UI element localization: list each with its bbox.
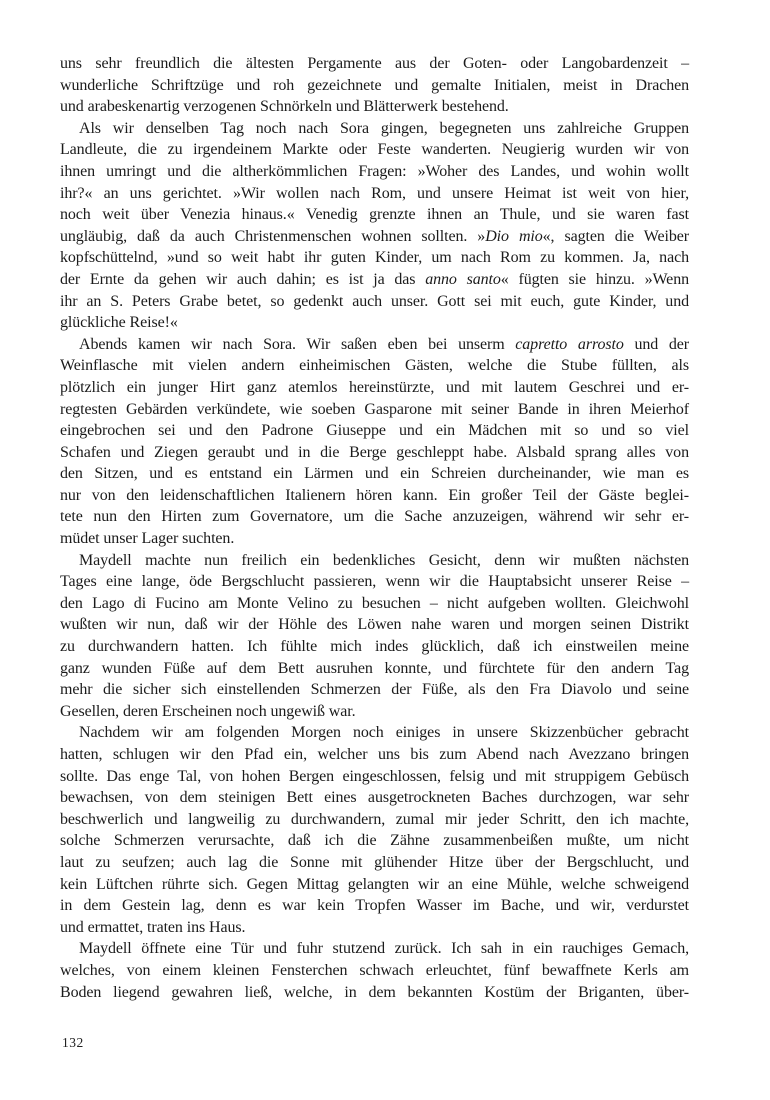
text-segment: Als wir denselben Tag noch nach Sora gingen, begegneten uns zahlreiche Gruppen	[79, 119, 689, 137]
text-line	[60, 420, 689, 442]
text-line	[60, 355, 689, 377]
text-segment: ganz wunden Füße auf dem Bett ausruhen konnte, und fürchtete für den andern Tag	[60, 659, 689, 677]
text-segment: uns sehr freundlich die ältesten Pergamente aus der Goten- oder Langobardenzeit –	[60, 55, 689, 72]
text-segment: und ermattet, traten ins Haus.	[60, 918, 246, 936]
page-number: 132	[62, 1035, 84, 1050]
text-segment: bewachsen, von dem steinigen Bett eines ausgetrockneten Baches durchzogen, war sehr	[60, 789, 689, 807]
text-segment: in dem Gestein lag, denn es war kein Tropfen Wasser im Bache, und wir, verdurstet	[60, 897, 689, 915]
text-segment: kein Lüftchen rührte sich. Gegen Mittag gelangten wir an eine Mühle, welche schweigend	[60, 875, 689, 893]
text-line	[60, 291, 689, 313]
text-line	[60, 550, 689, 572]
text-segment: kopfschüttelnd, »und so weit habt ihr guten Kinder, um nach Rom zu kommen. Ja, nach	[60, 249, 689, 267]
text-line	[60, 895, 689, 917]
text-line	[60, 593, 689, 615]
text-segment: Weinflasche mit vielen andern einheimischen Gästen, welche die Stube füllten, als	[60, 357, 689, 375]
text-line	[60, 874, 689, 896]
text-line	[60, 982, 689, 1004]
text-line	[60, 377, 689, 399]
text-line	[60, 312, 689, 334]
text-line	[60, 744, 689, 766]
text-line	[60, 787, 689, 809]
text-segment: Tages eine lange, öde Bergschlucht passieren, wenn wir die Hauptabsicht unserer Reise –	[60, 573, 689, 591]
paragraph	[60, 550, 689, 723]
text-line	[60, 226, 689, 248]
text-segment: Landleute, die zu irgendeinem Markte oder Feste wanderten. Neugierig wurden wir von	[60, 141, 689, 159]
text-line	[60, 917, 689, 939]
text-segment: Boden liegend gewahren ließ, welche, in dem bekannten Kostüm der Briganten, über-	[60, 983, 689, 1001]
text-line	[60, 247, 689, 269]
text-line	[60, 506, 689, 528]
italic-segment: Dio mio	[485, 227, 543, 245]
paragraph	[60, 722, 689, 938]
text-segment: wußten wir nun, daß wir der Höhle des Löwen nahe waren und morgen seinen Distrikt	[60, 616, 689, 634]
text-segment: Abends kamen wir nach Sora. Wir saßen eben bei unserm	[79, 335, 516, 353]
text-line	[60, 161, 689, 183]
text-line	[60, 571, 689, 593]
paragraph	[60, 118, 689, 334]
text-segment: « fügten sie hinzu. »Wenn	[500, 270, 689, 288]
text-segment: glückliche Reise!«	[60, 314, 178, 332]
text-line	[60, 528, 689, 550]
text-line	[60, 204, 689, 226]
text-segment: zu durchwandern hatten. Ich fühlte mich indes glücklich, daß ich einstweilen meine	[60, 638, 689, 656]
text-segment: welches, von einem kleinen Fensterchen schwach erleuchtet, fünf bewaffnete Kerls am	[60, 961, 689, 979]
text-segment: Maydell öffnete eine Tür und fuhr stutzend zurück. Ich sah in ein rauchiges Gemach,	[79, 940, 689, 958]
text-segment: den Lago di Fucino am Monte Velino zu besuchen – nicht aufgeben wollten. Gleichwohl	[60, 594, 689, 612]
text-segment: und arabeskenartig verzogenen Schnörkeln und Blätterwerk bestehend.	[60, 98, 509, 116]
text-segment: tete nun den Hirten zum Governatore, um die Sache anzuzeigen, während wir sehr er-	[60, 508, 689, 526]
text-segment: ungläubig, daß da auch Christenmenschen wohnen sollten. »	[60, 227, 486, 245]
text-line	[60, 118, 689, 140]
text-segment: Schafen und Ziegen geraubt und in die Berge geschleppt habe. Alsbald sprang alles von	[60, 443, 689, 461]
text-line	[60, 139, 689, 161]
text-segment: ihr?« an uns gerichtet. »Wir wollen nach Rom, und unsere Heimat ist weit von hier,	[60, 184, 689, 202]
text-segment: Gesellen, deren Erscheinen noch ungewiß war.	[60, 702, 356, 720]
italic-segment: capretto arrosto	[515, 335, 624, 353]
text-line	[60, 701, 689, 723]
text-segment: Maydell machte nun freilich ein bedenkliches Gesicht, denn wir mußten nächsten	[79, 551, 689, 569]
text-line	[60, 96, 689, 118]
italic-segment: anno santo	[425, 270, 501, 288]
text-line	[60, 960, 689, 982]
text-segment: laut zu seufzen; auch lag die Sonne mit glühender Hitze über der Bergschlucht, und	[60, 853, 689, 871]
text-line	[60, 334, 689, 356]
text-segment: der Ernte da gehen wir auch dahin; es ist ja das	[60, 270, 426, 288]
text-segment: ihnen umringt und die altherkömmlichen Fragen: »Woher des Landes, und wohin wollt	[60, 162, 689, 180]
text-line	[60, 442, 689, 464]
paragraph	[60, 334, 689, 550]
text-segment: beschwerlich und langweilig zu durchwandern, zumal mir jeder Schritt, den ich machte,	[60, 810, 689, 828]
text-segment: «, sagten die Weiber	[542, 227, 690, 245]
text-line	[60, 53, 689, 75]
text-line	[60, 938, 689, 960]
text-line	[60, 485, 689, 507]
text-segment: noch weit über Venezia hinaus.« Venedig grenzte ihnen an Thule, und sie waren fast	[60, 206, 689, 224]
text-line	[60, 269, 689, 291]
text-line	[60, 809, 689, 831]
text-segment: eingebrochen sei und den Padrone Giuseppe und ein Mädchen mit so und so viel	[60, 422, 689, 440]
text-line	[60, 614, 689, 636]
paragraph	[60, 938, 689, 1003]
text-segment: und der	[623, 335, 689, 353]
text-line	[60, 183, 689, 205]
text-line	[60, 463, 689, 485]
text-segment: solche Schmerzen verursachte, daß ich die Zähne zusammenbeißen mußte, um nicht	[60, 832, 689, 850]
text-block	[60, 53, 689, 1003]
text-segment: mehr die sicher sich einstellenden Schmerzen der Füße, als den Fra Diavolo und seine	[60, 681, 689, 699]
text-line	[60, 852, 689, 874]
text-line	[60, 636, 689, 658]
text-line	[60, 399, 689, 421]
text-line	[60, 722, 689, 744]
text-line	[60, 830, 689, 852]
text-segment: den Sitzen, und es entstand ein Lärmen und ein Schreien durcheinander, wie man es	[60, 465, 689, 483]
text-segment: hatten, schlugen wir den Pfad ein, welcher uns bis zum Abend nach Avezzano bringen	[60, 746, 689, 763]
text-line	[60, 658, 689, 680]
text-segment: nur von den leidenschaftlichen Italienern hören kann. Ein großer Teil der Gäste beglei-	[60, 486, 689, 504]
text-line	[60, 75, 689, 97]
text-segment: ihr an S. Peters Grabe betet, so gedenkt auch unser. Gott sei mit euch, gute Kinder, und	[60, 292, 689, 310]
text-line	[60, 766, 689, 788]
text-segment: regtesten Gebärden verkündete, wie soeben Gasparone mit seiner Bande in ihren Meierhof	[60, 400, 689, 418]
text-segment: müdet unser Lager suchten.	[60, 530, 235, 548]
text-line	[60, 679, 689, 701]
text-segment: wunderliche Schriftzüge und roh gezeichnete und gemalte Initialen, meist in Drachen	[60, 76, 689, 94]
text-segment: plötzlich ein junger Hirt ganz atemlos hereinstürzte, und mit lautem Geschrei und er-	[60, 378, 689, 396]
paragraph	[60, 53, 689, 118]
text-segment: Nachdem wir am folgenden Morgen noch einiges in unsere Skizzenbücher gebracht	[79, 724, 689, 742]
text-segment: sollte. Das enge Tal, von hohen Bergen eingeschlossen, felsig und mit struppigem Gebüsch	[60, 767, 689, 785]
